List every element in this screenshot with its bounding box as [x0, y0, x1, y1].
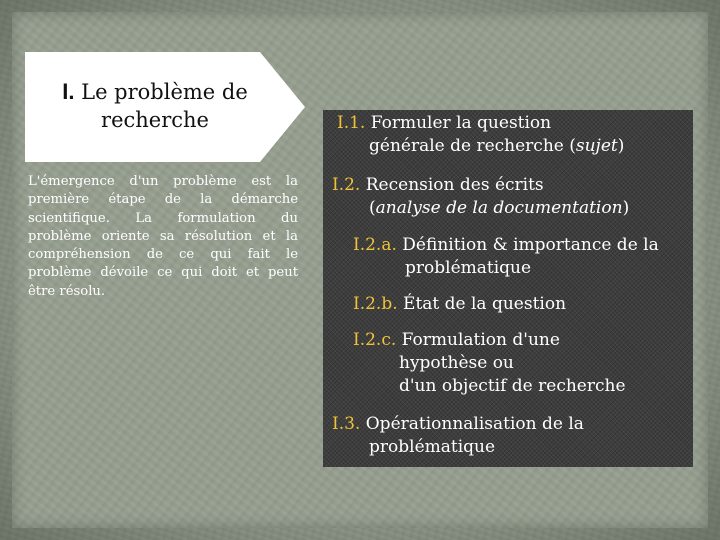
outline-text: Opérationnalisation de la [365, 414, 584, 434]
outline-text: ( [369, 198, 376, 218]
outline-number: I.2. [332, 175, 361, 195]
outline-text: ) [622, 198, 630, 218]
outline-line-continuation: problématique [369, 437, 496, 457]
slide-title [25, 78, 285, 134]
outline-text: Formulation d'une [401, 330, 560, 350]
outline-item-1-2 [332, 174, 629, 220]
intro-paragraph: L'émergence d'un problème est la première étape de la démarche scientifique. La formulation du problème oriente sa résolution et la compréhension de ce qui fait le problème dévoile ce qui doit et peut être résolu. [28, 174, 298, 299]
outline-text: générale de recherche ( [369, 136, 576, 156]
outline-number: I.2.a. [353, 235, 397, 255]
title-line-1-text: Le problème de [81, 80, 248, 104]
outline-item-1-2-c [353, 329, 626, 398]
title-line-1 [25, 78, 285, 106]
outline-number: I.1. [337, 113, 366, 133]
outline-text-italic: sujet [575, 136, 618, 156]
outline-line [332, 174, 629, 197]
title-numeral: I. [62, 79, 75, 104]
outline-line-continuation [337, 135, 624, 158]
outline-number: I.2.c. [353, 330, 397, 350]
outline-text-italic: analyse de la documentation [375, 198, 623, 218]
outline-line-continuation: d'un objectif de recherche [399, 376, 626, 396]
outline-line-continuation: problématique [405, 258, 532, 278]
outline-line-continuation [332, 197, 629, 220]
outline-line [353, 329, 626, 352]
outline-text: Recension des écrits [365, 175, 544, 195]
outline-text: État de la question [403, 294, 567, 314]
outline-item-1-1 [337, 112, 624, 158]
outline-line [353, 234, 659, 257]
outline-line-continuation: hypothèse ou [399, 353, 514, 373]
title-line-2: recherche [101, 108, 209, 132]
outline-text: ) [617, 136, 625, 156]
outline-text: Définition & importance de la [402, 235, 659, 255]
outline-text: Formuler la question [370, 113, 552, 133]
outline-number: I.3. [332, 414, 361, 434]
outline-item-1-3 [332, 413, 584, 459]
outline-line [353, 293, 566, 316]
outline-item-1-2-b [353, 293, 566, 316]
outline-panel [323, 110, 693, 467]
outline-item-1-2-a [353, 234, 659, 280]
outline-line [337, 112, 624, 135]
outline-line [332, 413, 584, 436]
outline-number: I.2.b. [353, 294, 398, 314]
